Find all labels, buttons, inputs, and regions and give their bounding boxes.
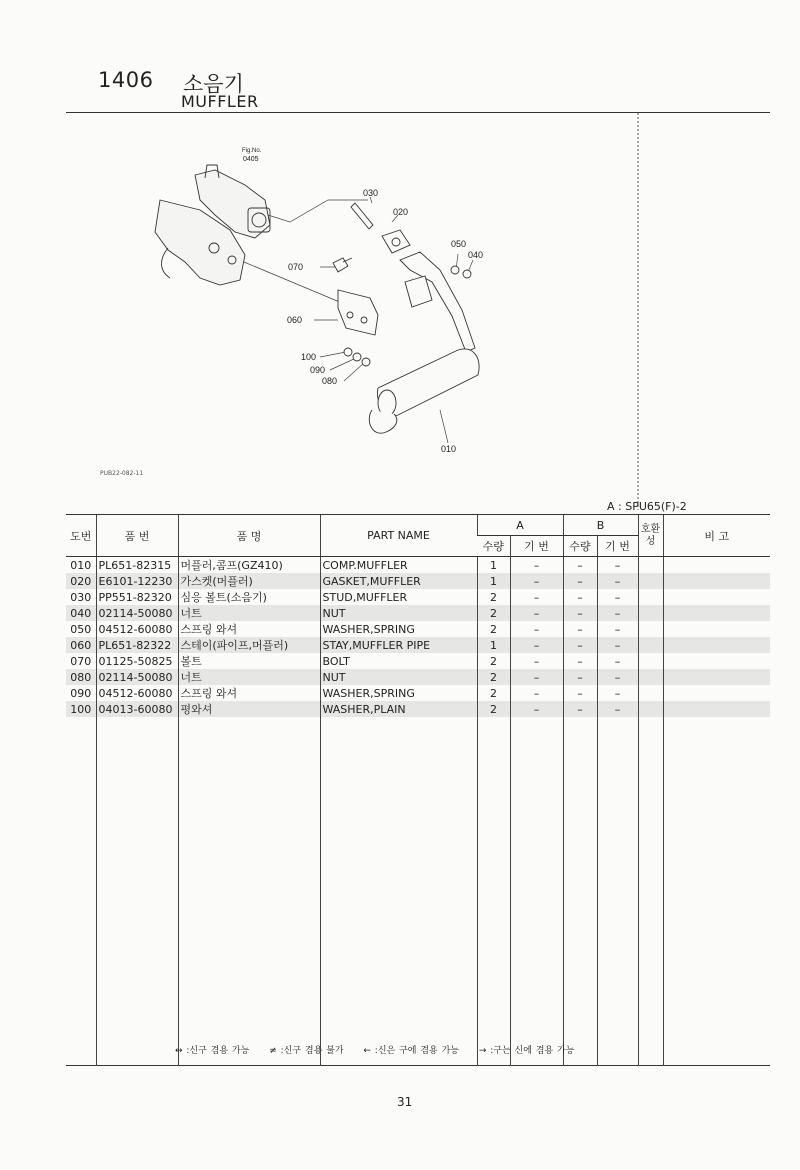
section-title-korean: 소음기 bbox=[183, 72, 244, 96]
cell-interchange bbox=[638, 573, 663, 589]
cell-a-spec: – bbox=[510, 669, 563, 685]
exploded-parts-diagram bbox=[66, 113, 770, 513]
gasket-020 bbox=[382, 230, 410, 253]
fig-ref-number: 0405 bbox=[243, 156, 259, 163]
cell-b-spec: – bbox=[597, 685, 638, 701]
table-row bbox=[66, 701, 770, 717]
nut-040 bbox=[463, 270, 471, 278]
cell-b-qty: – bbox=[563, 605, 597, 621]
cell-a-qty: 2 bbox=[477, 621, 510, 637]
header-remarks: 비 고 bbox=[663, 515, 770, 557]
callout-040: 040 bbox=[468, 250, 484, 260]
cell-a-qty: 2 bbox=[477, 605, 510, 621]
cell-b-spec: – bbox=[597, 653, 638, 669]
cell-name-kr: 너트 bbox=[178, 669, 320, 685]
cell-a-spec: – bbox=[510, 637, 563, 653]
callout-100: 100 bbox=[301, 352, 317, 362]
cell-b-spec: – bbox=[597, 669, 638, 685]
cell-a-spec: – bbox=[510, 573, 563, 589]
cell-b-qty: – bbox=[563, 637, 597, 653]
table-row bbox=[66, 653, 770, 669]
cell-remarks bbox=[663, 701, 770, 717]
cell-ref: 020 bbox=[66, 573, 96, 589]
cell-a-qty: 2 bbox=[477, 589, 510, 605]
part-shapes bbox=[333, 203, 479, 433]
cell-remarks bbox=[663, 621, 770, 637]
cell-remarks bbox=[663, 557, 770, 574]
table-row bbox=[66, 637, 770, 653]
cell-name-kr: 너트 bbox=[178, 605, 320, 621]
cell-b-qty: – bbox=[563, 573, 597, 589]
cell-part-name: WASHER,SPRING bbox=[320, 685, 477, 701]
cell-ref: 060 bbox=[66, 637, 96, 653]
cell-remarks bbox=[663, 637, 770, 653]
cell-b-qty: – bbox=[563, 685, 597, 701]
header-b-spec: 기 번 bbox=[597, 536, 638, 557]
cell-interchange bbox=[638, 685, 663, 701]
legend-item: → :구는 신에 겸용 가능 bbox=[478, 1046, 575, 1056]
page-number: 31 bbox=[397, 1095, 413, 1109]
cell-ref: 040 bbox=[66, 605, 96, 621]
table-row bbox=[66, 573, 770, 589]
cell-interchange bbox=[638, 637, 663, 653]
cell-part-name: WASHER,SPRING bbox=[320, 621, 477, 637]
table-row bbox=[66, 669, 770, 685]
model-note: A : SPU65(F)-2 bbox=[607, 500, 687, 513]
cell-a-qty: 2 bbox=[477, 669, 510, 685]
cell-part-no: 04512-60080 bbox=[96, 685, 178, 701]
cell-part-no: PL651-82322 bbox=[96, 637, 178, 653]
header-part-name: PART NAME bbox=[320, 515, 477, 557]
header-group-b: B bbox=[563, 515, 638, 536]
cell-b-spec: – bbox=[597, 573, 638, 589]
stay-060 bbox=[338, 290, 378, 335]
cell-ref: 100 bbox=[66, 701, 96, 717]
cell-b-qty: – bbox=[563, 589, 597, 605]
cell-part-no: PP551-82320 bbox=[96, 589, 178, 605]
cell-part-name: NUT bbox=[320, 669, 477, 685]
cell-a-qty: 2 bbox=[477, 685, 510, 701]
cell-a-spec: – bbox=[510, 653, 563, 669]
cell-ref: 010 bbox=[70, 558, 92, 572]
table-filler-row bbox=[66, 717, 770, 1066]
callout-050: 050 bbox=[451, 239, 467, 249]
cell-a-qty: 2 bbox=[477, 701, 510, 717]
cell-interchange bbox=[638, 653, 663, 669]
header-b-qty: 수량 bbox=[563, 536, 597, 557]
bolt-070 bbox=[333, 258, 348, 272]
cell-part-no: 04512-60080 bbox=[96, 621, 178, 637]
cell-b-spec: – bbox=[597, 589, 638, 605]
cell-ref: 030 bbox=[70, 590, 92, 604]
cell-b-spec: – bbox=[597, 605, 638, 621]
callout-080: 080 bbox=[322, 376, 338, 386]
cell-name-kr: 심응 볼트(소음기) bbox=[178, 589, 320, 605]
cell-part-no: E6101-12230 bbox=[96, 573, 178, 589]
cell-name-kr: 스테이(파이프,머플러) bbox=[178, 637, 320, 653]
header-part-no: 품 번 bbox=[96, 515, 178, 557]
table-row bbox=[66, 557, 770, 574]
section-number: 1406 bbox=[98, 68, 154, 92]
cell-interchange bbox=[638, 701, 663, 717]
cell-remarks bbox=[663, 669, 770, 685]
cell-part-name: STUD,MUFFLER bbox=[320, 589, 477, 605]
cell-interchange bbox=[638, 621, 663, 637]
cell-name-kr: 평와셔 bbox=[178, 701, 320, 717]
table-row bbox=[66, 589, 770, 605]
cell-name-kr: 스프링 와셔 bbox=[178, 685, 320, 701]
cell-interchange bbox=[638, 589, 663, 605]
table-row bbox=[66, 621, 770, 637]
cell-a-qty: 1 bbox=[477, 637, 510, 653]
cell-b-qty: – bbox=[563, 701, 597, 717]
cell-a-spec: – bbox=[510, 621, 563, 637]
cell-remarks bbox=[663, 653, 770, 669]
callout-020: 020 bbox=[393, 207, 409, 217]
cell-interchange bbox=[638, 605, 663, 621]
cell-b-spec: – bbox=[597, 557, 638, 574]
callout-070: 070 bbox=[288, 262, 304, 272]
cell-interchange bbox=[638, 557, 663, 574]
header-a-spec: 기 번 bbox=[510, 536, 563, 557]
interchange-legend bbox=[175, 1043, 590, 1056]
cell-part-name: NUT bbox=[320, 605, 477, 621]
header-name-kr: 품 명 bbox=[178, 515, 320, 557]
callout-060: 060 bbox=[287, 315, 303, 325]
cell-b-qty: – bbox=[563, 653, 597, 669]
header-a-qty: 수량 bbox=[477, 536, 510, 557]
callout-010: 010 bbox=[441, 444, 457, 454]
cell-a-spec: – bbox=[510, 685, 563, 701]
section-title-english: MUFFLER bbox=[181, 92, 259, 111]
cell-ref: 080 bbox=[66, 669, 96, 685]
cell-part-name: BOLT bbox=[320, 653, 477, 669]
callout-090: 090 bbox=[310, 365, 326, 375]
cell-b-spec: – bbox=[597, 701, 638, 717]
header-ref: 도번 bbox=[66, 515, 96, 557]
table-row bbox=[66, 685, 770, 701]
cell-remarks bbox=[663, 605, 770, 621]
parts-table bbox=[66, 514, 770, 1066]
stud-030 bbox=[351, 203, 373, 229]
engine-outline bbox=[155, 165, 270, 285]
legend-item: ≠ :신구 겸용 불가 bbox=[269, 1046, 344, 1056]
cell-name-kr: 가스켓(머플러) bbox=[178, 573, 320, 589]
cell-a-qty: 1 bbox=[477, 557, 510, 574]
cell-part-name: STAY,MUFFLER PIPE bbox=[320, 637, 477, 653]
figure-code: PUB22-082-11 bbox=[100, 470, 144, 477]
cell-part-no: PL651-82315 bbox=[96, 557, 178, 574]
cell-name-kr: 스프링 와셔 bbox=[178, 621, 320, 637]
table-row bbox=[66, 605, 770, 621]
cell-part-no: 01125-50825 bbox=[96, 653, 178, 669]
cell-interchange bbox=[638, 669, 663, 685]
cell-ref: 090 bbox=[70, 686, 92, 700]
cell-part-no: 04013-60080 bbox=[96, 701, 178, 717]
cell-part-name: WASHER,PLAIN bbox=[320, 701, 477, 717]
cell-ref: 050 bbox=[70, 622, 92, 636]
fig-ref-label: Fig.No. bbox=[242, 148, 262, 154]
cell-b-spec: – bbox=[597, 637, 638, 653]
cell-a-spec: – bbox=[510, 701, 563, 717]
cell-name-kr: 볼트 bbox=[178, 653, 320, 669]
cell-a-spec: – bbox=[510, 605, 563, 621]
legend-item: ↔ :신구 겸용 가능 bbox=[175, 1046, 250, 1056]
cell-remarks bbox=[663, 685, 770, 701]
cell-a-spec: – bbox=[510, 557, 563, 574]
cell-a-qty: 1 bbox=[477, 573, 510, 589]
nut-080 bbox=[362, 358, 370, 366]
cell-part-no: 02114-50080 bbox=[96, 605, 178, 621]
cell-a-qty: 2 bbox=[477, 653, 510, 669]
cell-a-spec: – bbox=[510, 589, 563, 605]
cell-part-name: GASKET,MUFFLER bbox=[320, 573, 477, 589]
cell-ref: 070 bbox=[70, 654, 92, 668]
header-group-a: A bbox=[477, 515, 563, 536]
cell-b-qty: – bbox=[563, 669, 597, 685]
cell-name-kr: 머플러,콤프(GZ410) bbox=[178, 557, 320, 574]
callout-030: 030 bbox=[363, 188, 379, 198]
cell-b-spec: – bbox=[597, 621, 638, 637]
cell-part-name: COMP.MUFFLER bbox=[320, 557, 477, 574]
cell-remarks bbox=[663, 589, 770, 605]
cell-remarks bbox=[663, 573, 770, 589]
header-interchange: 호환성 bbox=[638, 515, 663, 557]
cell-b-qty: – bbox=[563, 557, 597, 574]
cell-part-no: 02114-50080 bbox=[96, 669, 178, 685]
cell-b-qty: – bbox=[563, 621, 597, 637]
legend-item: ← :신은 구에 겸용 가능 bbox=[363, 1046, 459, 1056]
